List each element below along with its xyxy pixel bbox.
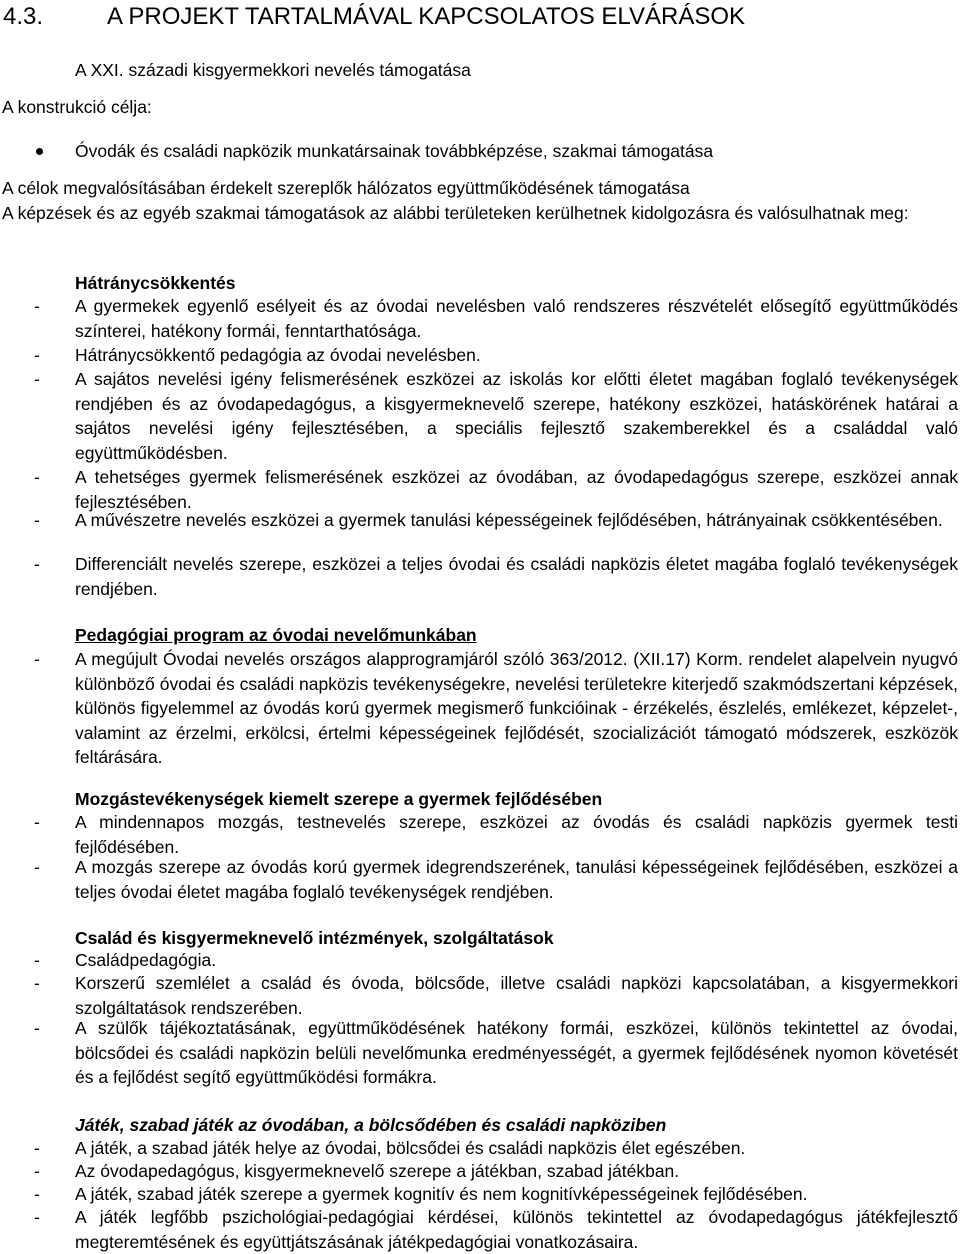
list-item: - A gyermekek egyenlő esélyeit és az óvodai nevelésben való rendszeres részvételét elősegítő együttműködés színterei, hatékony formái, fenntarthatósága. [34,296,958,341]
dash-bullet: - [34,1138,40,1158]
section-heading-csalad: Család és kisgyermeknevelő intézmények, szolgáltatások [75,928,554,948]
dash-bullet: - [34,1161,40,1181]
dash-bullet: - [34,510,40,530]
dash-bullet: - [34,345,40,365]
list-item: - A megújult Óvodai nevelés országos alapprogramjáról szóló 363/2012. (XII.17) Korm. rendelet alapelvein nyugvó különböző óvodai és családi napközis tevékenységekre, nevelési területekre kiterjedő szakmódszertani képzések, különös figyelemmel az óvodás korú gyermek megismerő funkcióinak - érzékelés, észlelés, emlékezet, képzelet-, valamint az érzelmi, erkölcsi, értelmi képességeinek fejlődését, szocializációt támogató módszerek, eszközök feltárására. [34,649,958,768]
intro-paragraph: A képzések és az egyéb szakmai támogatások az alábbi területeken kerülhetnek kidolgozásra és valósulhatnak meg: [2,203,909,223]
list-item: - A sajátos nevelési igény felismerésének eszközei az iskolás kor előtti életet magában foglaló tevékenységek rendjében és az óvodapedagógus, a kisgyermeknevelő szerepe, hatékony eszközei, hatáskörének határai a sajátos nevelési igény fejlesztésében, a speciális fejlesztő szakemberekkel és a családdal való együttműködésben. [34,369,958,463]
dash-bullet: - [34,973,40,993]
list-item: - A játék, szabad játék szerepe a gyermek kognitív és nem kognitívképességeinek fejlődésében. [0,1182,958,1207]
dash-bullet: - [34,369,40,389]
list-item: - Hátránycsökkentő pedagógia az óvodai nevelésben. [0,343,958,368]
section-title: A PROJEKT TARTALMÁVAL KAPCSOLATOS ELVÁRÁSOK [107,3,746,30]
list-item: - A mindennapos mozgás, testnevelés szerepe, eszközei az óvodás és családi napközis gyermek testi fejlődésében. [34,812,958,857]
list-item: - A tehetséges gyermek felismerésének eszközei az óvodában, az óvodapedagógus szerepe, eszközei annak fejlesztésében. [34,467,958,512]
dash-bullet: - [34,1207,40,1227]
list-item: - Korszerű szemlélet a család és óvoda, bölcsőde, illetve családi napközi kapcsolatában, a kisgyermekkori szolgáltatások rendszerében. [34,973,958,1018]
network-line: A célok megvalósításában érdekelt szereplők hálózatos együttműködésének támogatása [2,178,690,198]
list-item: - A mozgás szerepe az óvodás korú gyermek idegrendszerének, tanulási képességeinek fejlődésében, eszközei a teljes óvodai életet magába foglaló tevékenységek rendjében. [34,857,958,902]
section-heading [0,2,745,32]
dash-bullet: - [34,554,40,574]
dash-bullet: - [34,812,40,832]
project-name: A XXI. századi kisgyermekkori nevelés támogatása [75,60,471,80]
section-heading-mozgastevekenysegek: Mozgástevékenységek kiemelt szerepe a gyermek fejlődésében [75,789,603,809]
list-item: - Családpedagógia. [0,948,958,973]
list-item: - Differenciált nevelés szerepe, eszközei a teljes óvodai és családi napközis életet magába foglaló tevékenységek rendjében. [34,554,958,599]
section-heading-hatranycsokkentes: Hátránycsökkentés [75,273,236,293]
dash-bullet: - [34,1018,40,1038]
dash-bullet: - [34,467,40,487]
list-item: - A játék, a szabad játék helye az óvodai, bölcsődei és családi napközis élet egészében. [0,1136,958,1161]
list-item: - A szülők tájékoztatásának, együttműködésének hatékony formái, eszközei, különös tekintettel az óvodai, bölcsődei és családi napközin belüli nevelőmunka eredményességét, a gyermek fejlődésének nyomon követését és a fejlődést segítő együttműködési formákra. [34,1018,958,1088]
section-number: 4.3. [3,3,44,30]
goal-label: A konstrukció célja: [2,97,152,117]
dash-bullet: - [34,1184,40,1204]
section-heading-pedagogiai-program: Pedagógiai program az óvodai nevelőmunkában [75,625,477,645]
section-heading-jatek: Játék, szabad játék az óvodában, a bölcsődében és családi napköziben [75,1115,667,1135]
bullet-icon [36,148,43,155]
dash-bullet: - [34,296,40,316]
goal-bullet-text: Óvodák és családi napközik munkatársainak továbbképzése, szakmai támogatása [75,141,714,161]
dash-bullet: - [34,950,40,970]
list-item: - Az óvodapedagógus, kisgyermeknevelő szerepe a játékban, szabad játékban. [0,1159,958,1184]
list-item: - A játék legfőbb pszichológiai-pedagógiai kérdései, különös tekintettel az óvodapedagógus játékfejlesztő megteremtésének és együttjátszásának játékpedagógiai vonatkozásaira. [34,1207,958,1252]
dash-bullet: - [34,857,40,877]
list-item: - A művészetre nevelés eszközei a gyermek tanulási képességeinek fejlődésében, hátrányainak csökkentésében. [0,508,958,533]
dash-bullet: - [34,649,40,669]
